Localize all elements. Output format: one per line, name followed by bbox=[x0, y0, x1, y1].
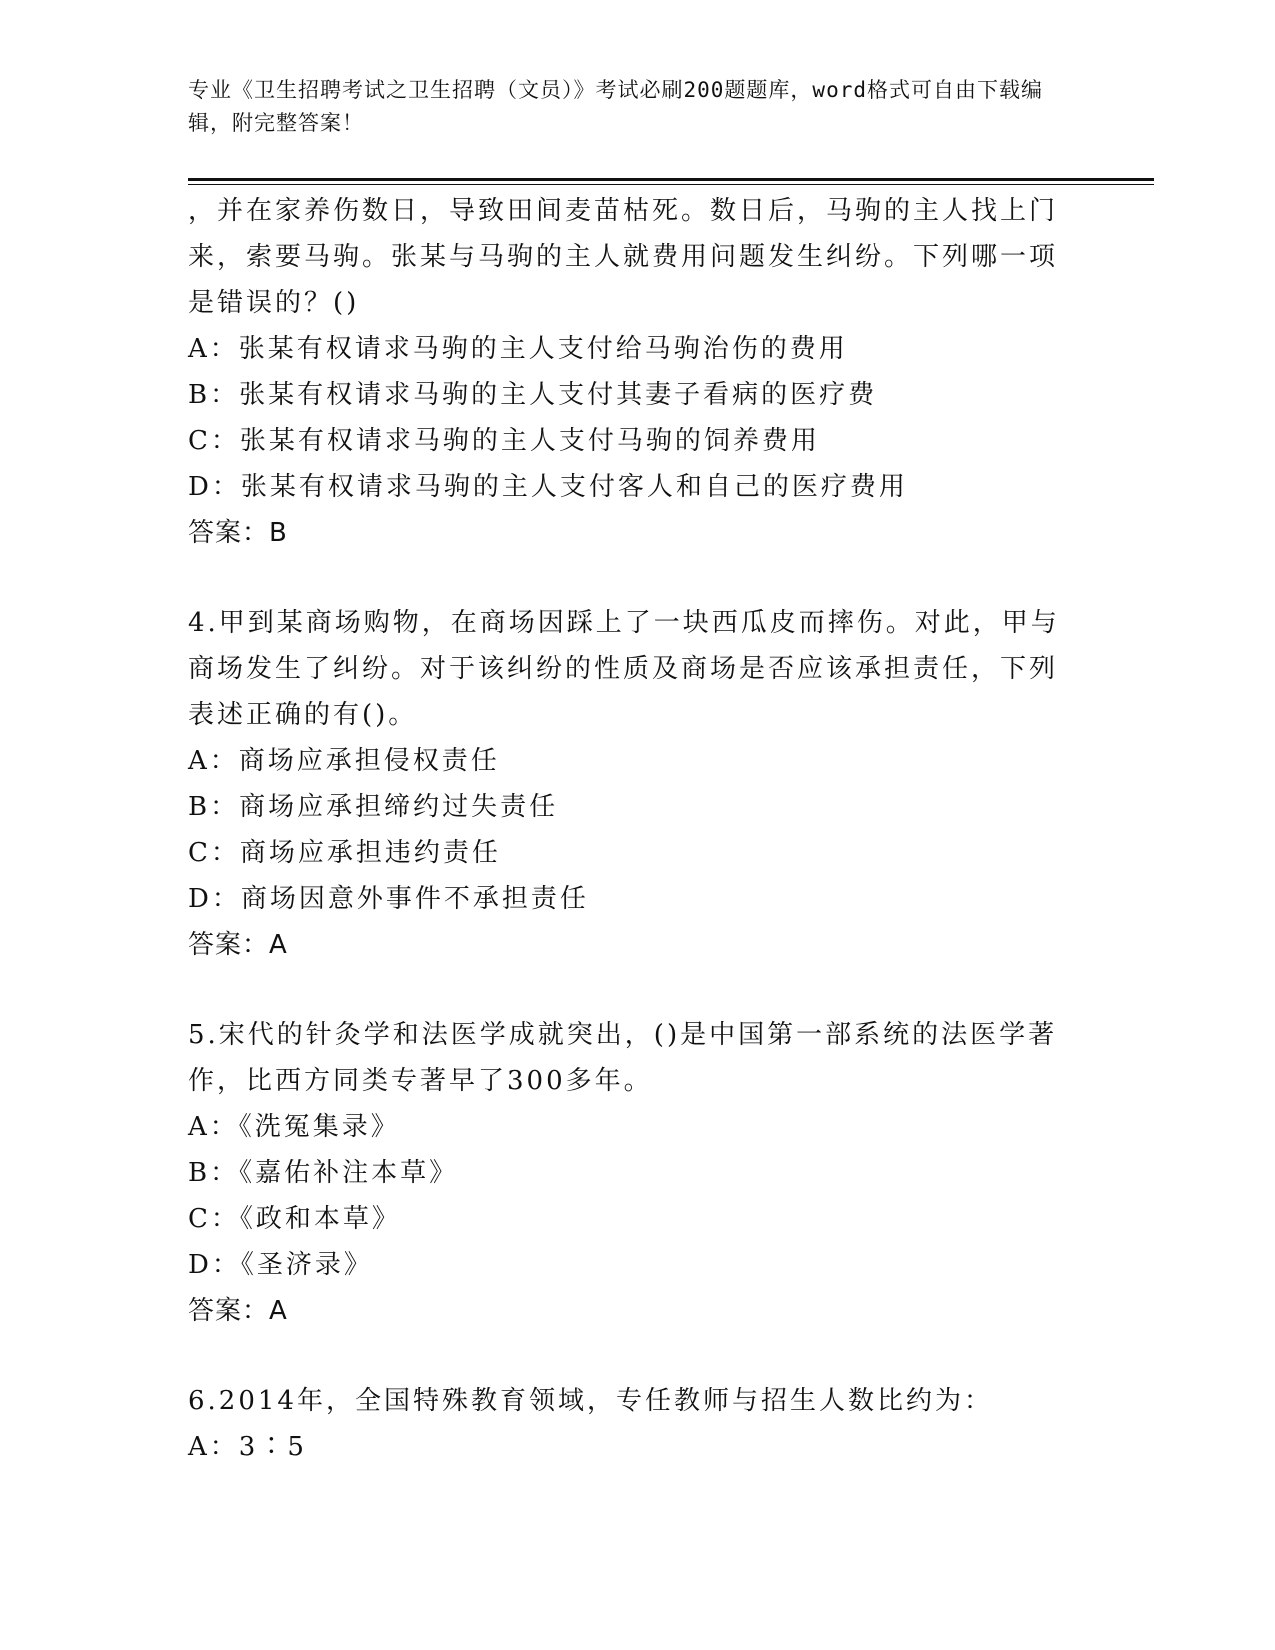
answer-line: 答案：A bbox=[188, 930, 288, 960]
question-stem-line: 作，比西方同类专著早了300多年。 bbox=[188, 1066, 653, 1096]
header-title: 专业《卫生招聘考试之卫生招聘（文员）》考试必刷200题题库，word格式可自由下载编辑，附完整答案！ bbox=[188, 78, 1043, 135]
option-a: A：张某有权请求马驹的主人支付给马驹治伤的费用 bbox=[188, 334, 848, 364]
question-stem-line: 商场发生了纠纷。对于该纠纷的性质及商场是否应该承担责任，下列 bbox=[188, 654, 1059, 684]
option-d: D：张某有权请求马驹的主人支付客人和自己的医疗费用 bbox=[188, 472, 908, 502]
question-3 bbox=[188, 188, 1068, 556]
option-b: B：张某有权请求马驹的主人支付其妻子看病的医疗费 bbox=[188, 380, 878, 410]
question-stem-line: 6.2014年，全国特殊教育领域，专任教师与招生人数比约为： bbox=[188, 1386, 993, 1416]
question-stem-line: 5.宋代的针灸学和法医学成就突出，()是中国第一部系统的法医学著 bbox=[188, 1020, 1058, 1050]
option-a: A：商场应承担侵权责任 bbox=[188, 746, 500, 776]
option-a: A：《洗冤集录》 bbox=[188, 1112, 400, 1142]
question-stem-line: 表述正确的有()。 bbox=[188, 700, 418, 730]
question-6 bbox=[188, 1378, 1068, 1470]
answer-line: 答案：B bbox=[188, 518, 288, 548]
option-d: D：《圣济录》 bbox=[188, 1250, 373, 1280]
document-header bbox=[188, 74, 1068, 140]
question-4 bbox=[188, 600, 1068, 968]
question-stem-line: 是错误的？() bbox=[188, 288, 360, 318]
question-stem-line: ，并在家养伤数日，导致田间麦苗枯死。数日后，马驹的主人找上门 bbox=[188, 196, 1059, 226]
answer-line: 答案：A bbox=[188, 1296, 288, 1326]
option-c: C：商场应承担违约责任 bbox=[188, 838, 501, 868]
option-b: B：《嘉佑补注本草》 bbox=[188, 1158, 459, 1188]
option-d: D：商场因意外事件不承担责任 bbox=[188, 884, 589, 914]
question-5 bbox=[188, 1012, 1068, 1334]
question-list bbox=[188, 188, 1068, 1470]
option-b: B：商场应承担缔约过失责任 bbox=[188, 792, 559, 822]
question-stem-line: 4.甲到某商场购物，在商场因踩上了一块西瓜皮而摔伤。对此，甲与 bbox=[188, 608, 1060, 638]
option-c: C：张某有权请求马驹的主人支付马驹的饲养费用 bbox=[188, 426, 820, 456]
option-c: C：《政和本草》 bbox=[188, 1204, 401, 1234]
header-divider-thick bbox=[188, 178, 1154, 181]
header-divider-thin bbox=[188, 184, 1154, 185]
option-a: A：3∶5 bbox=[188, 1432, 307, 1462]
question-stem-line: 来，索要马驹。张某与马驹的主人就费用问题发生纠纷。下列哪一项 bbox=[188, 242, 1059, 272]
